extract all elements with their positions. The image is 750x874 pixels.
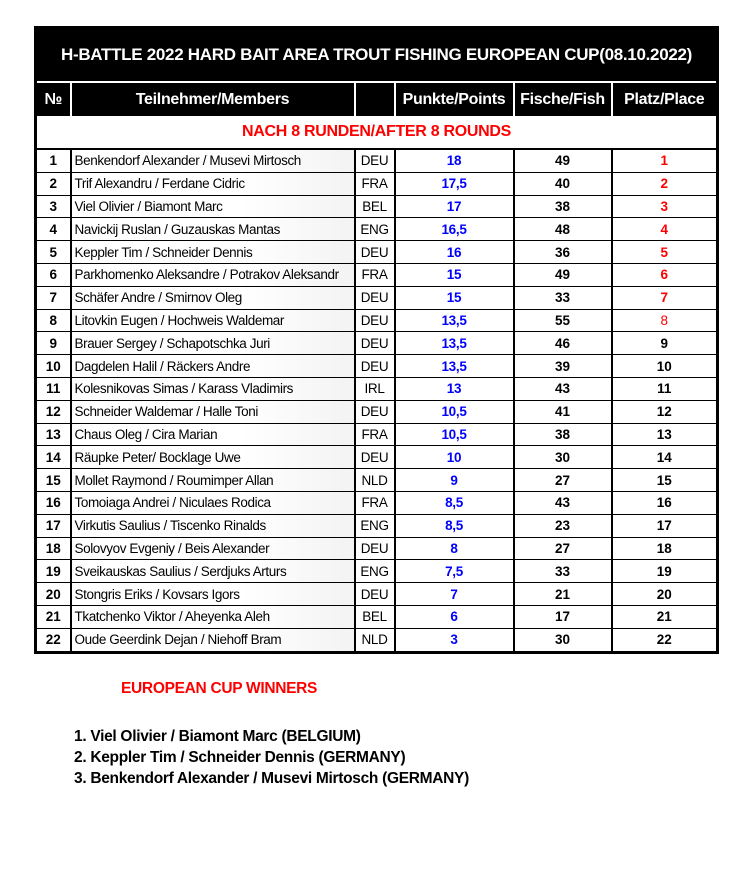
row-members: Räupke Peter/ Bocklage Uwe [71,446,355,469]
header-row [36,82,718,116]
subtitle-row [36,116,718,149]
row-country: FRA [355,172,395,195]
row-country: ENG [355,514,395,537]
row-number: 10 [36,355,71,378]
row-number: 6 [36,263,71,286]
row-number: 13 [36,423,71,446]
table-row [36,241,718,264]
winner-item: 3. Benkendorf Alexander / Musevi Mirtosch (GERMANY) [74,770,469,787]
row-country: DEU [355,446,395,469]
row-members: Brauer Sergey / Schapotschka Juri [71,332,355,355]
row-fish: 38 [514,195,612,218]
row-fish: 49 [514,263,612,286]
row-country: DEU [355,241,395,264]
row-number: 2 [36,172,71,195]
table-row [36,400,718,423]
row-members: Keppler Tim / Schneider Dennis [71,241,355,264]
header-country [355,82,395,116]
table-row [36,514,718,537]
row-members: Schäfer Andre / Smirnov Oleg [71,286,355,309]
row-place: 12 [612,400,718,423]
table-row [36,537,718,560]
row-points: 10,5 [395,423,514,446]
row-country: DEU [355,286,395,309]
row-number: 1 [36,149,71,172]
row-fish: 17 [514,605,612,628]
row-place: 18 [612,537,718,560]
row-points: 7 [395,583,514,606]
row-points: 8,5 [395,514,514,537]
table-row [36,286,718,309]
row-place: 11 [612,377,718,400]
table-row [36,560,718,583]
table-row [36,355,718,378]
row-number: 22 [36,628,71,652]
row-country: DEU [355,583,395,606]
row-members: Solovyov Evgeniy / Beis Alexander [71,537,355,560]
row-place: 16 [612,491,718,514]
winner-item: 2. Keppler Tim / Schneider Dennis (GERMANY) [74,749,406,766]
row-fish: 43 [514,491,612,514]
row-country: DEU [355,309,395,332]
row-place: 8 [612,309,718,332]
winners-title: EUROPEAN CUP WINNERS [121,680,318,697]
row-country: FRA [355,491,395,514]
winners-list [74,726,469,789]
row-points: 8,5 [395,491,514,514]
title-row [36,28,718,83]
row-members: Stongris Eriks / Kovsars Igors [71,583,355,606]
row-place: 20 [612,583,718,606]
row-members: Tomoiaga Andrei / Niculaes Rodica [71,491,355,514]
row-members: Trif Alexandru / Ferdane Cidric [71,172,355,195]
row-country: DEU [355,149,395,172]
row-members: Dagdelen Halil / Räckers Andre [71,355,355,378]
row-points: 3 [395,628,514,652]
page-title: H-BATTLE 2022 HARD BAIT AREA TROUT FISHING EUROPEAN CUP(08.10.2022) [36,28,718,83]
row-points: 15 [395,286,514,309]
row-members: Schneider Waldemar / Halle Toni [71,400,355,423]
row-number: 9 [36,332,71,355]
header-points: Punkte/Points [395,82,514,116]
row-members: Navickij Ruslan / Guzauskas Mantas [71,218,355,241]
rounds-subtitle: NACH 8 RUNDEN/AFTER 8 ROUNDS [36,116,718,149]
table-row [36,469,718,492]
row-country: DEU [355,400,395,423]
table-row [36,218,718,241]
row-points: 9 [395,469,514,492]
row-points: 16,5 [395,218,514,241]
row-points: 13 [395,377,514,400]
row-members: Oude Geerdink Dejan / Niehoff Bram [71,628,355,652]
row-points: 6 [395,605,514,628]
row-number: 5 [36,241,71,264]
row-fish: 46 [514,332,612,355]
row-fish: 27 [514,469,612,492]
row-number: 3 [36,195,71,218]
row-number: 4 [36,218,71,241]
row-place: 14 [612,446,718,469]
row-place: 17 [612,514,718,537]
row-country: FRA [355,423,395,446]
row-place: 15 [612,469,718,492]
row-points: 13,5 [395,309,514,332]
row-fish: 27 [514,537,612,560]
row-place: 5 [612,241,718,264]
table-row [36,195,718,218]
row-country: DEU [355,537,395,560]
row-points: 15 [395,263,514,286]
row-members: Mollet Raymond / Roumimper Allan [71,469,355,492]
row-fish: 23 [514,514,612,537]
row-points: 16 [395,241,514,264]
row-fish: 40 [514,172,612,195]
row-members: Parkhomenko Aleksandre / Potrakov Aleksandr [71,263,355,286]
table-row [36,628,718,652]
row-place: 13 [612,423,718,446]
row-fish: 55 [514,309,612,332]
row-members: Kolesnikovas Simas / Karass Vladimirs [71,377,355,400]
row-members: Chaus Oleg / Cira Marian [71,423,355,446]
row-country: ENG [355,560,395,583]
header-fish: Fische/Fish [514,82,612,116]
row-points: 17 [395,195,514,218]
row-place: 9 [612,332,718,355]
row-members: Tkatchenko Viktor / Aheyenka Aleh [71,605,355,628]
row-place: 10 [612,355,718,378]
table-row [36,172,718,195]
row-country: FRA [355,263,395,286]
row-place: 2 [612,172,718,195]
row-points: 10,5 [395,400,514,423]
table-row [36,491,718,514]
row-points: 18 [395,149,514,172]
header-place: Platz/Place [612,82,718,116]
row-number: 20 [36,583,71,606]
row-fish: 49 [514,149,612,172]
row-members: Virkutis Saulius / Tiscenko Rinalds [71,514,355,537]
row-country: NLD [355,469,395,492]
row-number: 14 [36,446,71,469]
row-number: 17 [36,514,71,537]
row-points: 13,5 [395,332,514,355]
table-row [36,149,718,172]
row-members: Viel Olivier / Biamont Marc [71,195,355,218]
table-row [36,583,718,606]
table-row [36,263,718,286]
table-row [36,377,718,400]
header-members: Teilnehmer/Members [71,82,355,116]
table-row [36,309,718,332]
row-country: BEL [355,195,395,218]
row-fish: 30 [514,628,612,652]
row-fish: 33 [514,560,612,583]
row-fish: 21 [514,583,612,606]
row-country: IRL [355,377,395,400]
table-row [36,332,718,355]
row-points: 7,5 [395,560,514,583]
row-points: 13,5 [395,355,514,378]
row-place: 4 [612,218,718,241]
row-number: 16 [36,491,71,514]
winner-item: 1. Viel Olivier / Biamont Marc (BELGIUM) [74,728,361,745]
row-points: 10 [395,446,514,469]
row-members: Sveikauskas Saulius / Serdjuks Arturs [71,560,355,583]
row-place: 19 [612,560,718,583]
row-number: 12 [36,400,71,423]
row-country: BEL [355,605,395,628]
row-place: 7 [612,286,718,309]
row-country: DEU [355,332,395,355]
table-row [36,423,718,446]
row-number: 18 [36,537,71,560]
row-number: 11 [36,377,71,400]
results-table [34,26,719,654]
row-place: 21 [612,605,718,628]
table-row [36,605,718,628]
row-fish: 43 [514,377,612,400]
row-members: Litovkin Eugen / Hochweis Waldemar [71,309,355,332]
row-country: ENG [355,218,395,241]
row-place: 1 [612,149,718,172]
row-number: 21 [36,605,71,628]
row-number: 19 [36,560,71,583]
row-place: 22 [612,628,718,652]
row-members: Benkendorf Alexander / Musevi Mirtosch [71,149,355,172]
row-country: NLD [355,628,395,652]
row-points: 8 [395,537,514,560]
row-fish: 33 [514,286,612,309]
row-points: 17,5 [395,172,514,195]
table-row [36,446,718,469]
row-fish: 48 [514,218,612,241]
row-fish: 39 [514,355,612,378]
row-number: 15 [36,469,71,492]
row-fish: 41 [514,400,612,423]
row-fish: 36 [514,241,612,264]
row-country: DEU [355,355,395,378]
row-number: 7 [36,286,71,309]
row-fish: 38 [514,423,612,446]
row-place: 3 [612,195,718,218]
header-no: № [36,82,71,116]
row-place: 6 [612,263,718,286]
row-number: 8 [36,309,71,332]
results-body [36,149,718,652]
row-fish: 30 [514,446,612,469]
